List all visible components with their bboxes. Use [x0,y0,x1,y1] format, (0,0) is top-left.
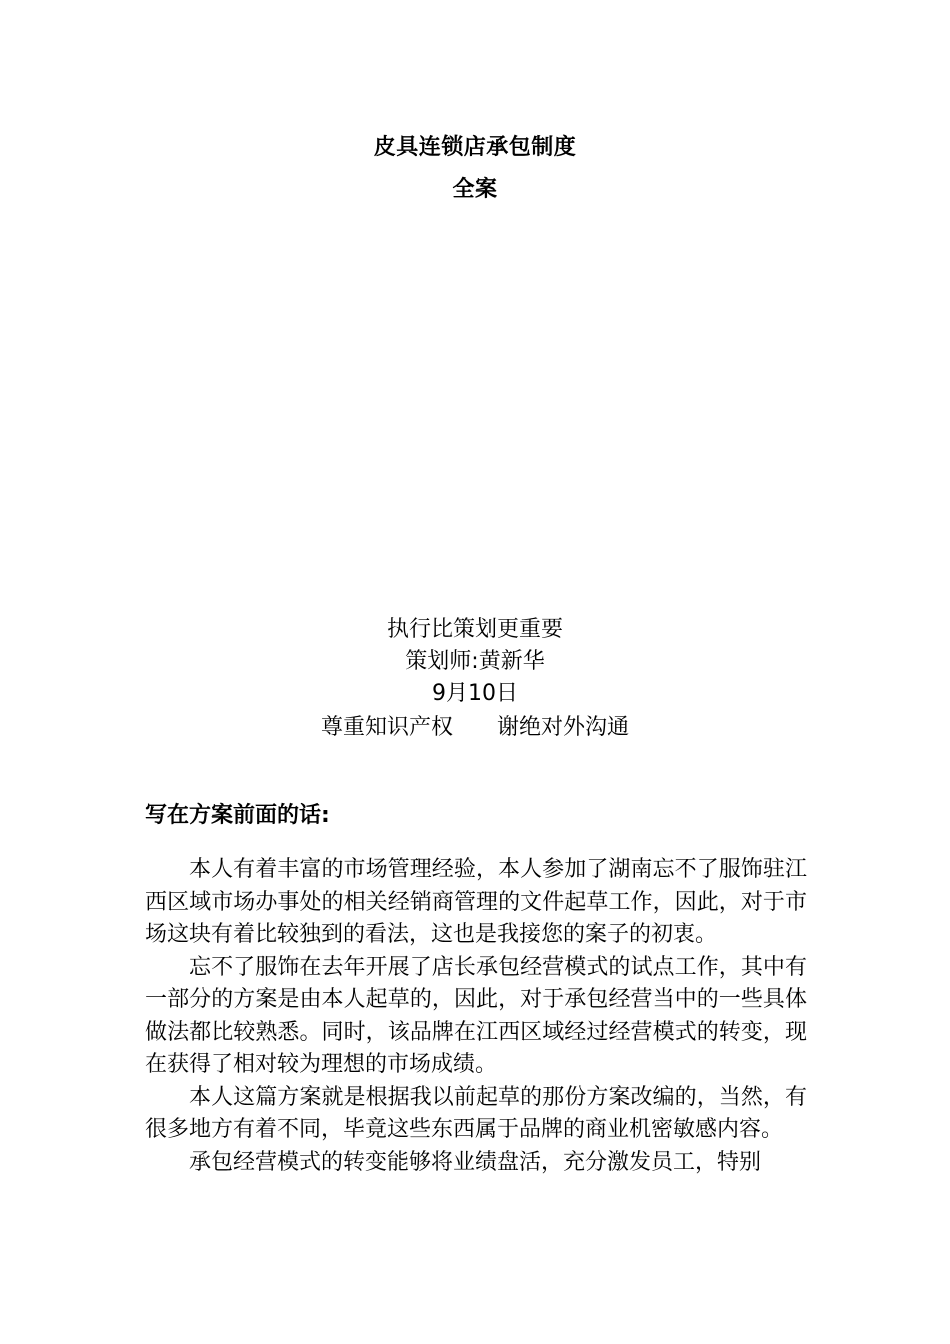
paragraph: 承包经营模式的转变能够将业绩盘活，充分激发员工，特别 [189,1149,762,1175]
slogan: 执行比策划更重要 [386,617,563,642]
copyright-notice-left: 尊重知识产权 [320,715,453,740]
document-title: 皮具连锁店承包制度 [373,135,577,160]
paragraph: 本人这篇方案就是根据我以前起草的那份方案改编的，当然，有很多地方有着不同，毕竟这些东西属于品牌的商业机密敏感内容。 [145,1084,807,1142]
section-heading: 写在方案前面的话: [145,803,330,828]
section-body [145,854,807,1179]
copyright-notice-right: 谢绝对外沟通 [497,715,630,740]
copyright-notice [0,712,950,744]
paragraph: 忘不了服饰在去年开展了店长承包经营模式的试点工作，其中有一部分的方案是由本人起草的，因此，对于承包经营当中的一些具体做法都比较熟悉。同时，该品牌在江西区域经过经营模式的转变，现在获得了相对较为理想的市场成绩。 [145,954,807,1077]
document-date: 9月10日 [432,681,518,706]
paragraph: 本人有着丰富的市场管理经验，本人参加了湖南忘不了服饰驻江西区域市场办事处的相关经销商管理的文件起草工作，因此，对于市场这块有着比较独到的看法，这也是我接您的案子的初衷。 [145,857,807,947]
planner-name: 策划师:黄新华 [405,649,545,674]
document-subtitle: 全案 [452,177,498,202]
